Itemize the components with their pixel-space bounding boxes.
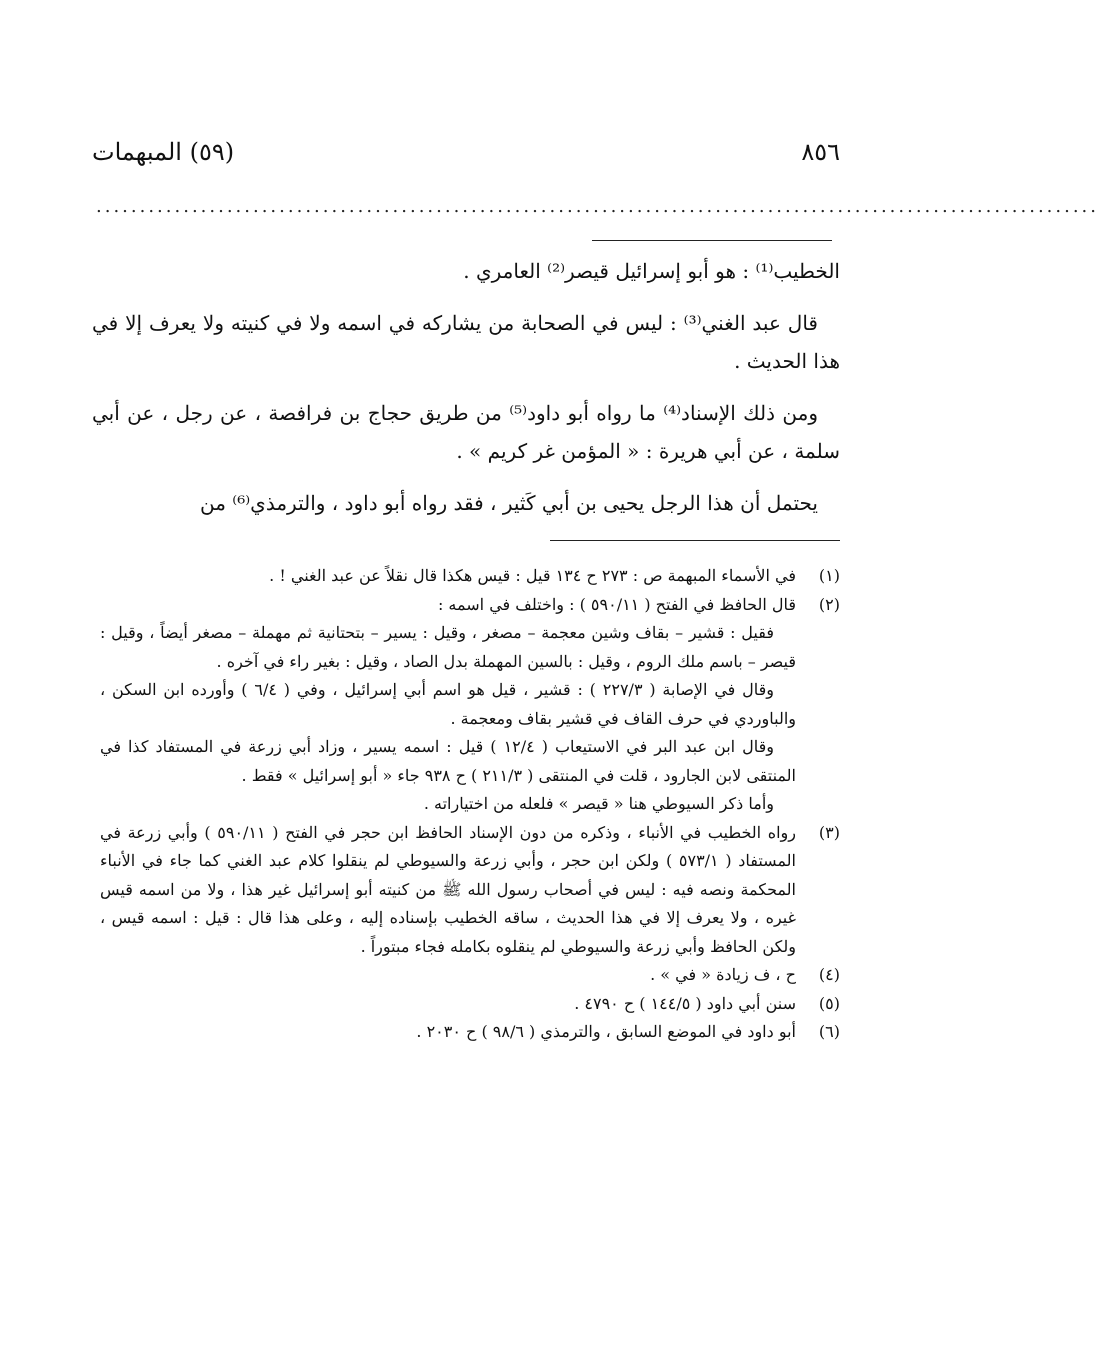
main-text [92, 252, 840, 536]
paragraph-2: قال عبد الغني⁽³⁾ : ليس في الصحابة من يشاركه في اسمه ولا في كنيته ولا يعرف إلا في هذا الحديث . [92, 311, 840, 373]
footnote-number: (٢) [818, 594, 840, 614]
paragraph-4: يحتمل أن هذا الرجل يحيى بن أبي كَثير ، فقد رواه أبو داود ، والترمذي⁽⁶⁾ من [200, 491, 818, 515]
footnote-2-para-c: وقال ابن عبد البر في الاستيعاب ( ١٢/٤ ) قيل : اسمه يسير ، وزاد أبي زرعة في المستفاد كذا في المنتقى لابن الجارود ، قلت في المنتقى ( ٢١١/٣ ) ح ٩٣٨ جاء « أبو إسرائيل » فقط . [100, 737, 796, 785]
footnote-number: (١) [818, 566, 840, 585]
footnote-text: ح ، ف زيادة « في » . [650, 965, 796, 984]
top-rule [592, 240, 832, 241]
page-number: ٨٥٦ [801, 138, 840, 166]
footnote-5 [100, 990, 840, 1019]
footnote-text: سنن أبي داود ( ١٤٤/٥ ) ح ٤٧٩٠ . [574, 993, 796, 1013]
dotted-separator: ................................................................................................................... [96, 196, 1099, 217]
footnote-2 [100, 591, 840, 620]
footnote-2-para-a: فقيل : قشير – بقاف وشين معجمة – مصغر ، وقيل : يسير – بتحتانية ثم مهملة – مصغر أيضاً ، وقيل : قيصر – باسم ملك الروم ، وقيل : بالسين المهملة بدل الصاد ، وقيل : بغير راء في آخره . [100, 623, 796, 671]
footnote-number: (٤) [818, 965, 840, 984]
footnote-text: رواه الخطيب في الأنباء ، وذكره من دون الإسناد الحافظ ابن حجر في الفتح ( ٥٩٠/١١ ) وأبي زرعة في المستفاد ( ٥٧٣/١ ) ولكن ابن حجر ، وأبي زرعة والسيوطي لم ينقلوا كلام عبد الغني كما جاء في الأنباء المحكمة ونصه فيه : ليس في أصحاب رسول الله ﷺ من كنيته أبو إسرائيل غير هذا ، ولا من اسمه قيس غيره ، ولا يعرف إلا في هذا الحديث ، ساقه الخطيب بإسناده إليه ، وعلى هذا قال : قيل : اسمه قيس ، ولكن الحافظ وأبي زرعة والسيوطي لم ينقلوه بكامله فجاء مبتوراً . [100, 822, 797, 956]
paragraph-1: الخطيب⁽¹⁾ : هو أبو إسرائيل قيصر⁽²⁾ العامري . [463, 259, 840, 283]
footnote-number: (٣) [818, 822, 840, 842]
footnotes [100, 562, 840, 1047]
footnote-rule [550, 540, 840, 541]
footnote-text: أبو داود في الموضع السابق ، والترمذي ( ٩٨/٦ ) ح ٢٠٣٠ . [416, 1022, 796, 1041]
page-header [92, 138, 840, 178]
footnote-1 [100, 562, 840, 591]
footnote-4 [100, 961, 840, 990]
footnote-2-para-d: وأما ذكر السيوطي هنا « قيصر » فلعله من اختياراته . [423, 794, 774, 813]
footnote-3 [100, 819, 840, 962]
footnote-2-para-b: وقال في الإصابة ( ٢٢٧/٣ ) : قشير ، قيل هو اسم أبي إسرائيل ، وفي ( ٦/٤ ) وأورده ابن السكن ، والباوردي في حرف القاف في قشير بقاف ومعجمة . [100, 680, 796, 728]
footnote-number: (٥) [818, 993, 840, 1013]
paragraph-3: ومن ذلك الإسناد⁽⁴⁾ ما رواه أبو داود⁽⁵⁾ من طريق حجاج بن فرافصة ، عن رجل ، عن أبي سلمة ، عن أبي هريرة : « المؤمن غر كريم » . [92, 401, 840, 463]
footnote-text: في الأسماء المبهمة ص : ٢٧٣ ح ١٣٤ قيل : قيس هكذا قال نقلاً عن عبد الغني ! . [269, 566, 796, 585]
footnote-text: قال الحافظ في الفتح ( ٥٩٠/١١ ) : واختلف في اسمه : [437, 594, 796, 614]
chapter-title: (٥٩) المبهمات [92, 138, 235, 166]
footnote-number: (٦) [818, 1022, 840, 1041]
footnote-6 [100, 1018, 840, 1047]
